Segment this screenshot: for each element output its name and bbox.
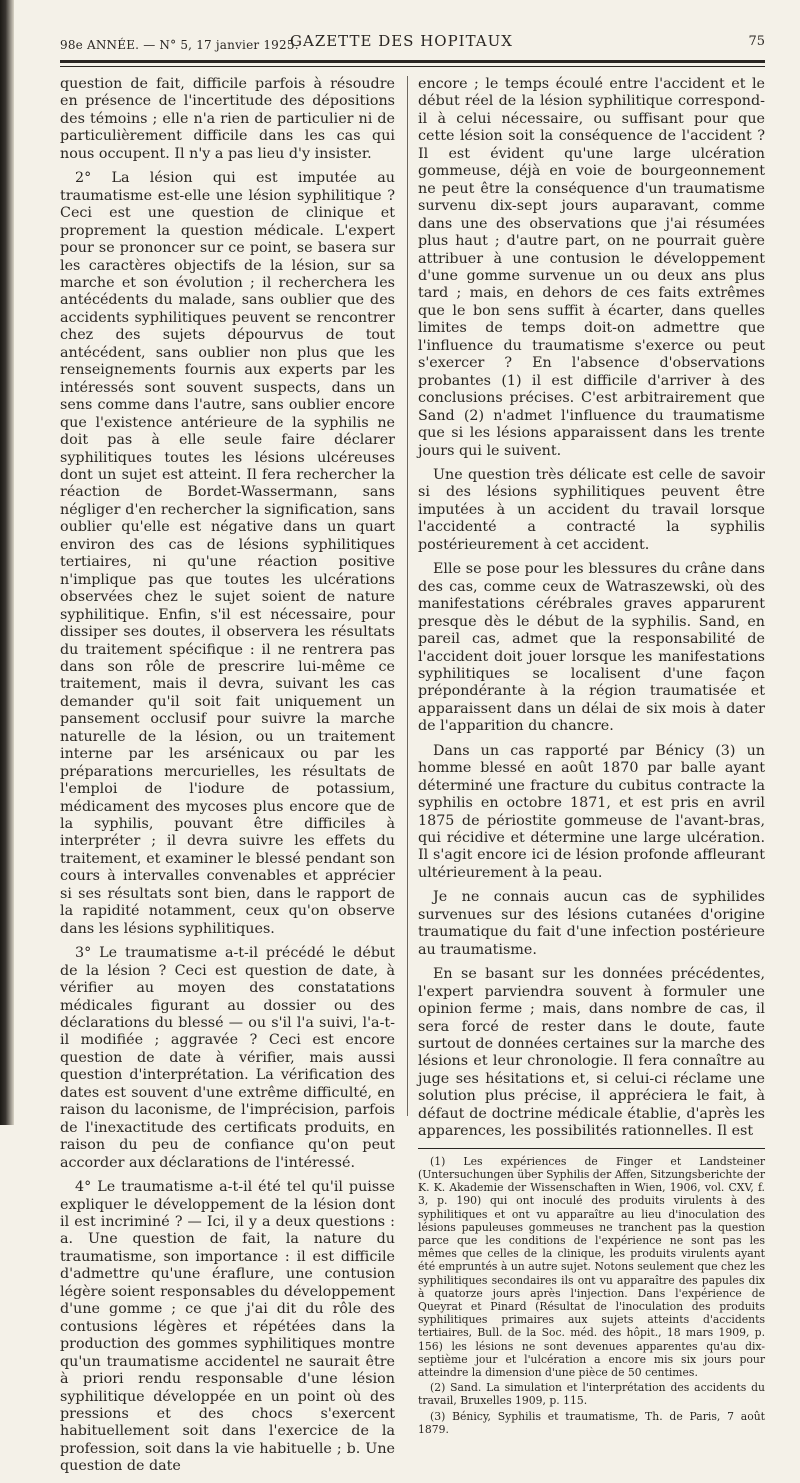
footnote: (2) Sand. La simulation et l'interprétation des accidents du travail, Bruxelles 1909, p. 115. [418,1381,765,1408]
paragraph: 2° La lésion qui est imputée au traumatisme est-elle une lésion syphilitique ? Ceci est une question de clinique et proprement la question médicale. L'expert pour se prononcer sur ce point, se basera sur les caractères objectifs de la lésion, sur sa marche et son évolution ; il recherchera les antécédents du malade, sans oublier que des accidents syphilitiques peuvent se rencontrer chez des sujets dépourvus de tout antécédent, sans oublier non plus que les renseignements fournis aux experts par les intéressés sont souvent suspects, dans un sens comme dans l'autre, sans oublier encore que l'existence antérieure de la syphilis ne doit pas à elle seule faire déclarer syphilitiques toutes les lésions ulcéreuses dont un sujet est atteint. Il fera rechercher la réaction de Bordet-Wassermann, sans négliger d'en rechercher la signification, sans oublier qu'elle est négative dans un quart environ des cas de lésions syphilitiques tertiaires, ni qu'une réaction positive n'implique pas que toutes les ulcérations observées chez le sujet soient de nature syphilitique. Enfin, s'il est nécessaire, pour dissiper ses doutes, il observera les résultats du traitement spécifique : il ne rentrera pas dans son rôle de prescrire lui-même ce traitement, mais il devra, suivant les cas demander qu'il soit fait uniquement un pansement occlusif pour suivre la marche naturelle de la lésion, ou un traitement interne par les arsénicaux ou par les préparations mercurielles, les résultats de l'emploi de l'iodure de potassium, médicament des mycoses plus encore que de la syphilis, pouvant être difficiles à interpréter ; il devra suivre les effets du traitement, et examiner le blessé pendant son cours à intervalles convenables et apprécier si ses résultats sont bien, dans le rapport de la rapidité notamment, ceux qu'on observe dans les lésions syphilitiques. [60,170,395,937]
paragraph: Je ne connais aucun cas de syphilides survenues sur des lésions cutanées d'origine traumatique du fait d'une infection postérieure au traumatisme. [418,889,765,958]
footnote: (3) Bénicy, Syphilis et traumatisme, Th. de Paris, 7 août 1879. [418,1409,765,1436]
page-number: 75 [748,34,765,49]
footnote: (1) Les expériences de Finger et Landsteiner (Untersuchungen über Syphilis der Affen, Sitzungsberichte der K. K. Akademie der Wissenschaften in Wien, 1906, vol. CXV, f. 3, p. 190) qui ont inoculé des produits virulents à des syphilitiques et ont vu apparaître au lieu d'inoculation des lésions papuleuses gommeuses ne tranchent pas la question parce que les conditions de l'expérience ne sont pas les mêmes que celles de la clinique, les produits virulents ayant été empruntés à un autre sujet. Notons seulement que chez les syphilitiques secondaires ils ont vu apparaître des papules dix à quatorze jours après l'injection. Dans l'expérience de Queyrat et Pinard (Résultat de l'inoculation des produits syphilitiques primaires aux sujets atteints d'accidents tertiaires, Bull. de la Soc. méd. des hôpit., 18 mars 1909, p. 156) les lésions ne sont devenues apparentes qu'au dix-septième jour et l'ulcération a encore mis six jours pour atteindre la dimension d'une pièce de 50 centimes. [418,1154,765,1379]
paragraph: 3° Le traumatisme a-t-il précédé le début de la lésion ? Ceci est question de date, à vérifier au moyen des constatations médicales figurant au dossier ou des déclarations du blessé — ou s'il l'a suivi, l'a-t-il modifiée ; aggravée ? Ceci est encore question de date à vérifier, mais aussi question d'interprétation. La vérification des dates est souvent d'une extrême difficulté, en raison du laconisme, de l'imprécision, parfois de l'inexactitude des certificats produits, en raison du peu de confiance qu'on peut accorder aux déclarations de l'intéressé. [60,945,395,1171]
footnotes [418,1155,765,1436]
paragraph: En se basant sur les données précédentes, l'expert parviendra souvent à formuler une opinion ferme ; mais, dans nombre de cas, il sera forcé de rester dans le doute, faute surtout de données certaines sur la marche des lésions et leur chronologie. Il fera connaître au juge ses hésitations et, si celui-ci réclame une solution plus précise, il appréciera le fait, à défaut de doctrine médicale établie, d'après les apparences, les possibilités rationnelles. Il est [418,966,765,1140]
page-header [60,26,765,56]
header-rule-thin [60,66,765,67]
paragraph: Dans un cas rapporté par Bénicy (3) un homme blessé en août 1870 par balle ayant déterminé une fracture du cubitus contracte la syphilis en octobre 1871, et est pris en avril 1875 de périostite gommeuse de l'avant-bras, qui récidive et détermine une large ulcération. Il s'agit encore ici de lésion profonde affleurant ultérieurement à la peau. [418,742,765,881]
footnote-rule [418,1148,765,1149]
paragraph: question de fait, difficile parfois à résoudre en présence de l'incertitude des dépositions des témoins ; elle n'a rien de particulier ni de particulièrement difficile dans les cas qui nous occupent. Il n'y a pas lieu d'y insister. [60,76,395,162]
paragraph: Une question très délicate est celle de savoir si des lésions syphilitiques peuvent être imputées à un accident du travail lorsque l'accidenté a contracté la syphilis postérieurement à cet accident. [418,466,765,553]
paragraph: 4° Le traumatisme a-t-il été tel qu'il puisse expliquer le développement de la lésion dont il est incriminé ? — Ici, il y a deux questions : a. Une question de fait, la nature du traumatisme, son importance : il est difficile d'admettre qu'une éraflure, une contusion légère soient responsables du développement d'une gomme ; ce que j'ai dit du rôle des contusions légères et répétées dans la production des gommes syphilitiques montre qu'un traumatisme accidentel ne saurait être à priori rendu responsable d'une lésion syphilitique développée en un point où des pressions et des chocs s'exercent habituellement soit dans l'exercice de la profession, soit dans la vie habituelle ; b. Une question de date [60,1179,395,1475]
paragraph: Elle se pose pour les blessures du crâne dans des cas, comme ceux de Watraszewski, où des manifestations cérébrales graves apparurent presque dès le début de la syphilis. Sand, en pareil cas, admet que la responsabilité de l'accident doit jouer lorsque les manifestations syphilitiques se localisent d'une façon prépondérante à la région traumatisée et apparaissent dans un délai de six mois à dater de l'apparition du chancre. [418,561,765,735]
right-column [418,76,765,1438]
publication-title: GAZETTE DES HOPITAUX [290,32,513,50]
binding-gutter [0,0,14,1125]
left-column [60,76,395,1483]
column-divider [407,76,408,1116]
issue-line: 98e ANNÉE. — N° 5, 17 janvier 1925. [60,38,299,52]
header-rule-thick [60,60,765,63]
paragraph: encore ; le temps écoulé entre l'accident et le début réel de la lésion syphilitique correspond-il à celui nécessaire, ou suffisant pour que cette lésion soit la conséquence de l'accident ? Il est évident qu'une large ulcération gommeuse, déjà en voie de bourgeonnement ne peut être la conséquence d'un traumatisme survenu dix-sept jours auparavant, comme dans une des observations que j'ai résumées plus haut ; d'autre part, on ne pourrait guère attribuer à une contusion le développement d'une gomme survenue un ou deux ans plus tard ; mais, en dehors de ces faits extrêmes que le bon sens suffit à écarter, dans quelles limites de temps doit-on admettre que l'influence du traumatisme s'exerce ou peut s'exercer ? En l'absence d'observations probantes (1) il est difficile d'arriver à des conclusions précises. C'est arbitrairement que Sand (2) n'admet l'influence du traumatisme que si les lésions apparaissent dans les trente jours qui le suivent. [418,76,765,459]
